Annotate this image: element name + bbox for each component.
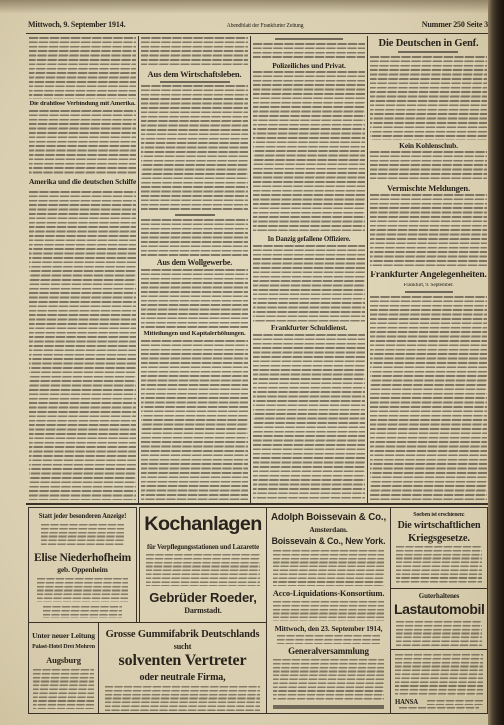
illegible-text-block: [370, 151, 487, 182]
illegible-text-block: [253, 334, 365, 500]
notice-name: Elise Niederhofheim: [33, 552, 132, 564]
illegible-text-block: [396, 621, 482, 646]
ad-hansa-transport: [390, 649, 488, 714]
illegible-text-block: [370, 56, 487, 140]
book-title-line1: Die wirtschaftlichen: [397, 521, 481, 531]
ad-family-notice: [28, 507, 137, 623]
section-headline: Vermischte Meldungen.: [387, 184, 470, 193]
illegible-text-block: [33, 669, 94, 709]
bank-consortium: Acco-Liquidations-Konsortium.: [272, 589, 385, 598]
bank-firm: Adolph Boissevain & Co.,: [271, 513, 386, 523]
rubber-line4: oder neutrale Firma,: [139, 673, 226, 683]
masthead-date: Mittwoch, 9. September 1914.: [28, 21, 126, 29]
truck-intro: Guterhaltenes: [418, 593, 460, 600]
dateline: Frankfurt, 9. September.: [403, 283, 454, 288]
illegible-text-block: [141, 85, 248, 211]
bank-meeting-date: Mittwoch, den 23. September 1914,: [274, 625, 383, 633]
kochanlagen-subtitle: für Verpflegungsstationen und Lazarette: [147, 544, 259, 551]
illegible-footer-line: [273, 705, 384, 709]
illegible-text-block: [253, 43, 365, 60]
section-headline: Frankfurter Angelegenheiten.: [370, 271, 487, 280]
kochanlagen-title: Kochanlagen: [144, 514, 262, 535]
illegible-text-block: [37, 578, 128, 602]
ad-palast-hotel: [28, 622, 99, 714]
hansa-name: HANSA: [395, 699, 419, 706]
article-headline: Amerika und die deutschen Schiffe: [29, 178, 136, 186]
illegible-text-block: [141, 340, 248, 500]
illegible-text-block: [399, 707, 479, 711]
illegible-text-block: [29, 191, 136, 500]
column-rule: [138, 36, 139, 503]
rubber-line2: sucht: [173, 643, 192, 651]
rubber-line1: Grosse Gummifabrik Deutschlands: [105, 629, 260, 640]
section-headline: Aus dem Wirtschaftsleben.: [147, 70, 242, 79]
illegible-text-block: [273, 659, 384, 701]
ad-book-kriegsgesetze: [390, 507, 488, 589]
bank-city: Amsterdam.: [309, 526, 348, 534]
illegible-text-block: [253, 245, 365, 322]
article-headline: Kein Kohlenschub.: [399, 142, 458, 150]
illegible-subheading: [275, 38, 343, 40]
article-headline: Polizeiliches und Privat.: [272, 62, 346, 70]
illegible-subheading: [160, 81, 230, 83]
illegible-text-block: [277, 635, 380, 644]
illegible-text-block: [253, 71, 365, 234]
book-intro: Soeben ist erschienen:: [413, 512, 465, 518]
illegible-text-block: [395, 654, 483, 696]
illegible-text-block: [141, 269, 248, 329]
illegible-subheading: [398, 51, 458, 53]
illegible-text-block: [43, 606, 122, 618]
advertisement-section-rule: [26, 503, 488, 505]
illegible-text-block: [105, 686, 260, 711]
ad-boissevain: [266, 507, 391, 714]
masthead-paper-title: Abendblatt der Frankfurter Zeitung: [226, 23, 304, 29]
page-binding-edge: [488, 0, 504, 725]
illegible-text-block: [141, 219, 248, 256]
article-headline: Die drahtlose Verbindung mit Amerika.: [29, 101, 136, 107]
bank-firm-new-york: Boissevain & Co., New York.: [271, 537, 386, 546]
illegible-text-block: [141, 37, 248, 68]
ad-gummifabrik: [98, 622, 267, 714]
notice-maiden-name: geb. Oppenheim: [57, 566, 108, 574]
illegible-text-block: [370, 194, 487, 268]
article-headline: In Danzig gefallene Offiziere.: [267, 236, 351, 243]
illegible-text-block: [29, 37, 136, 99]
rubber-line3: solventen Vertreter: [118, 653, 247, 669]
illegible-text-block: [146, 554, 260, 586]
illegible-text-block: [273, 550, 384, 586]
notice-intro: Statt jeder besonderen Anzeige!: [38, 513, 127, 520]
article-headline: Frankfurter Schuldienst.: [270, 324, 348, 332]
column-rule: [250, 36, 251, 503]
article-headline: Aus dem Wollgewerbe.: [156, 259, 233, 267]
illegible-text-block: [273, 601, 384, 621]
kochanlagen-company: Gebrüder Roeder,: [149, 591, 257, 605]
scan-top-shadow: [0, 0, 504, 14]
article-headline: Mitteilungen und Kapitalerhöhungen.: [143, 331, 246, 337]
illegible-text-block: [370, 296, 487, 500]
truck-title: Lastautomobil: [394, 602, 484, 617]
book-title-line2: Kriegsgesetze.: [408, 533, 470, 544]
illegible-subheading: [405, 291, 453, 293]
column-rule: [367, 36, 368, 503]
illegible-text-block: [29, 110, 136, 176]
illegible-text-block: [41, 524, 124, 547]
kochanlagen-city: Darmstadt.: [184, 607, 222, 615]
hotel-line1: Unter neuer Leitung: [32, 632, 95, 640]
illegible-text-block: [427, 700, 483, 705]
hotel-city: Augsburg: [46, 656, 81, 665]
hotel-name: Palast-Hotel Drei Mohren: [32, 644, 95, 650]
illegible-text-block: [396, 546, 482, 584]
masthead-issue-page: Nummer 250 Seite 3: [421, 21, 488, 29]
header-rule: [26, 33, 488, 34]
ad-lastautomobil: [390, 588, 488, 650]
article-headline: Die Deutschen in Genf.: [378, 38, 479, 49]
bank-general-meeting: Generalversammlung: [288, 647, 369, 656]
illegible-subheading: [175, 214, 215, 216]
ad-kochanlagen: [139, 507, 267, 623]
